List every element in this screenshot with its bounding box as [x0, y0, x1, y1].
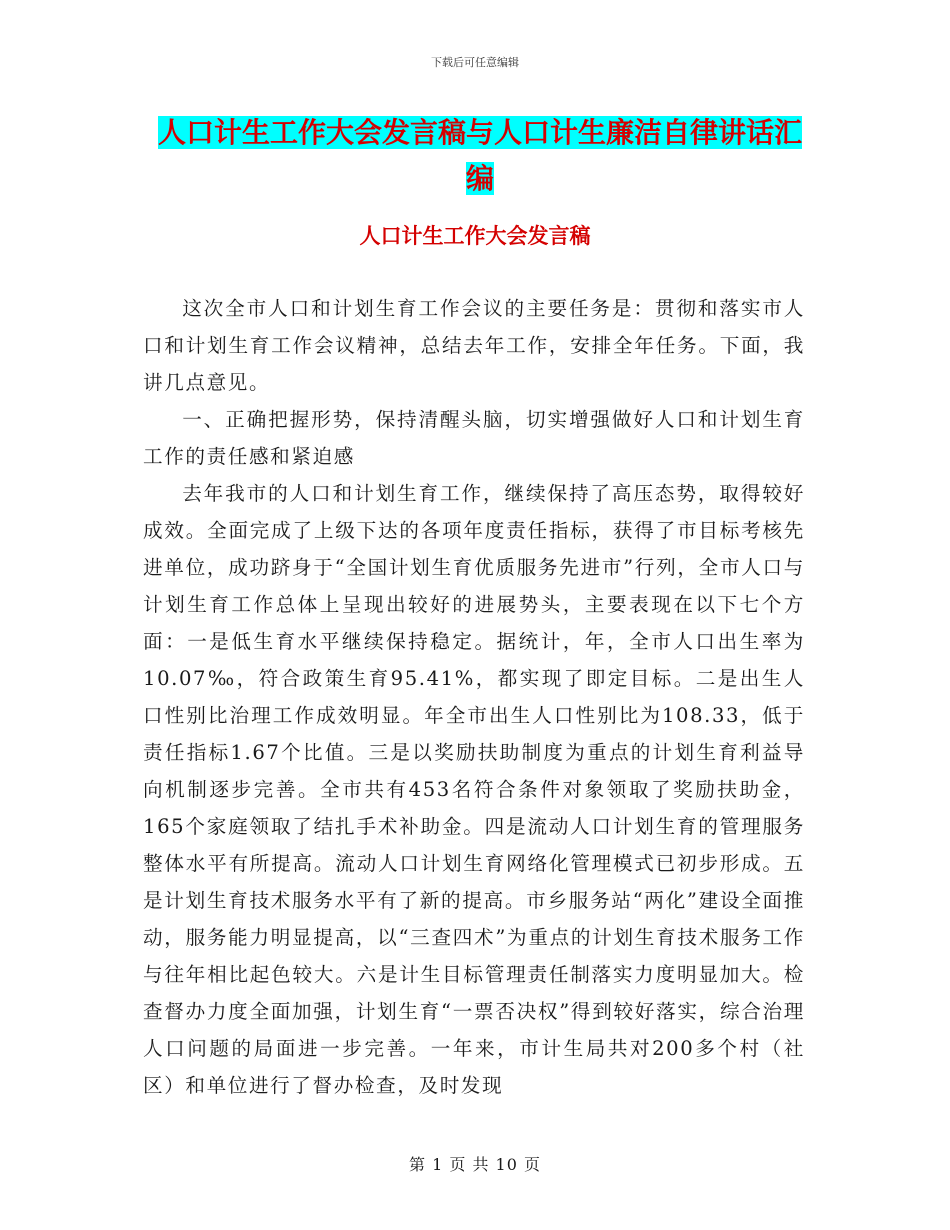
paragraph-heading-1: 一、正确把握形势，保持清醒头脑，切实增强做好人口和计划生育工作的责任感和紧迫感 [143, 408, 805, 468]
section-title: 人口计生工作大会发言稿 [359, 224, 591, 248]
document-title-text: 人口计生工作大会发言稿与人口计生廉洁自律讲话汇编 [157, 116, 802, 195]
document-title [150, 110, 810, 202]
page-footer: 第 1 页 共 10 页 [409, 1155, 541, 1174]
paragraph-review: 去年我市的人口和计划生育工作，继续保持了高压态势，取得较好成效。全面完成了上级下达的各项年度责任指标，获得了市目标考核先进单位，成功跻身于“全国计划生育优质服务先进市”行列，全市人口与计划生育工作总体上呈现出较好的进展势头，主要表现在以下七个方面：一是低生育水平继续保持稳定。据统计，年，全市人口出生率为10.07‰，符合政策生育95.41%，都实现了即定目标。二是出生人口性别比治理工作成效明显。年全市出生人口性别比为108.33，低于责任指标1.67个比值。三是以奖励扶助制度为重点的计划生育利益导向机制逐步完善。全市共有453名符合条件对象领取了奖励扶助金，165个家庭领取了结扎手术补助金。四是流动人口计划生育的管理服务整体水平有所提高。流动人口计划生育网络化管理模式已初步形成。五是计划生育技术服务水平有了新的提高。市乡服务站“两化”建设全面推动，服务能力明显提高，以“三查四术”为重点的计划生育技术服务工作与往年相比起色较大。六是计生目标管理责任制落实力度明显加大。检查督办力度全面加强，计划生育“一票否决权”得到较好落实，综合治理人口问题的局面进一步完善。一年来，市计生局共对200多个村（社区）和单位进行了督办检查，及时发现 [143, 482, 805, 1097]
body-text [143, 290, 805, 1104]
header-note: 下载后可任意编辑 [431, 56, 519, 69]
paragraph-intro: 这次全市人口和计划生育工作会议的主要任务是：贯彻和落实市人口和计划生育工作会议精神，总结去年工作，安排全年任务。下面，我讲几点意见。 [143, 297, 805, 394]
